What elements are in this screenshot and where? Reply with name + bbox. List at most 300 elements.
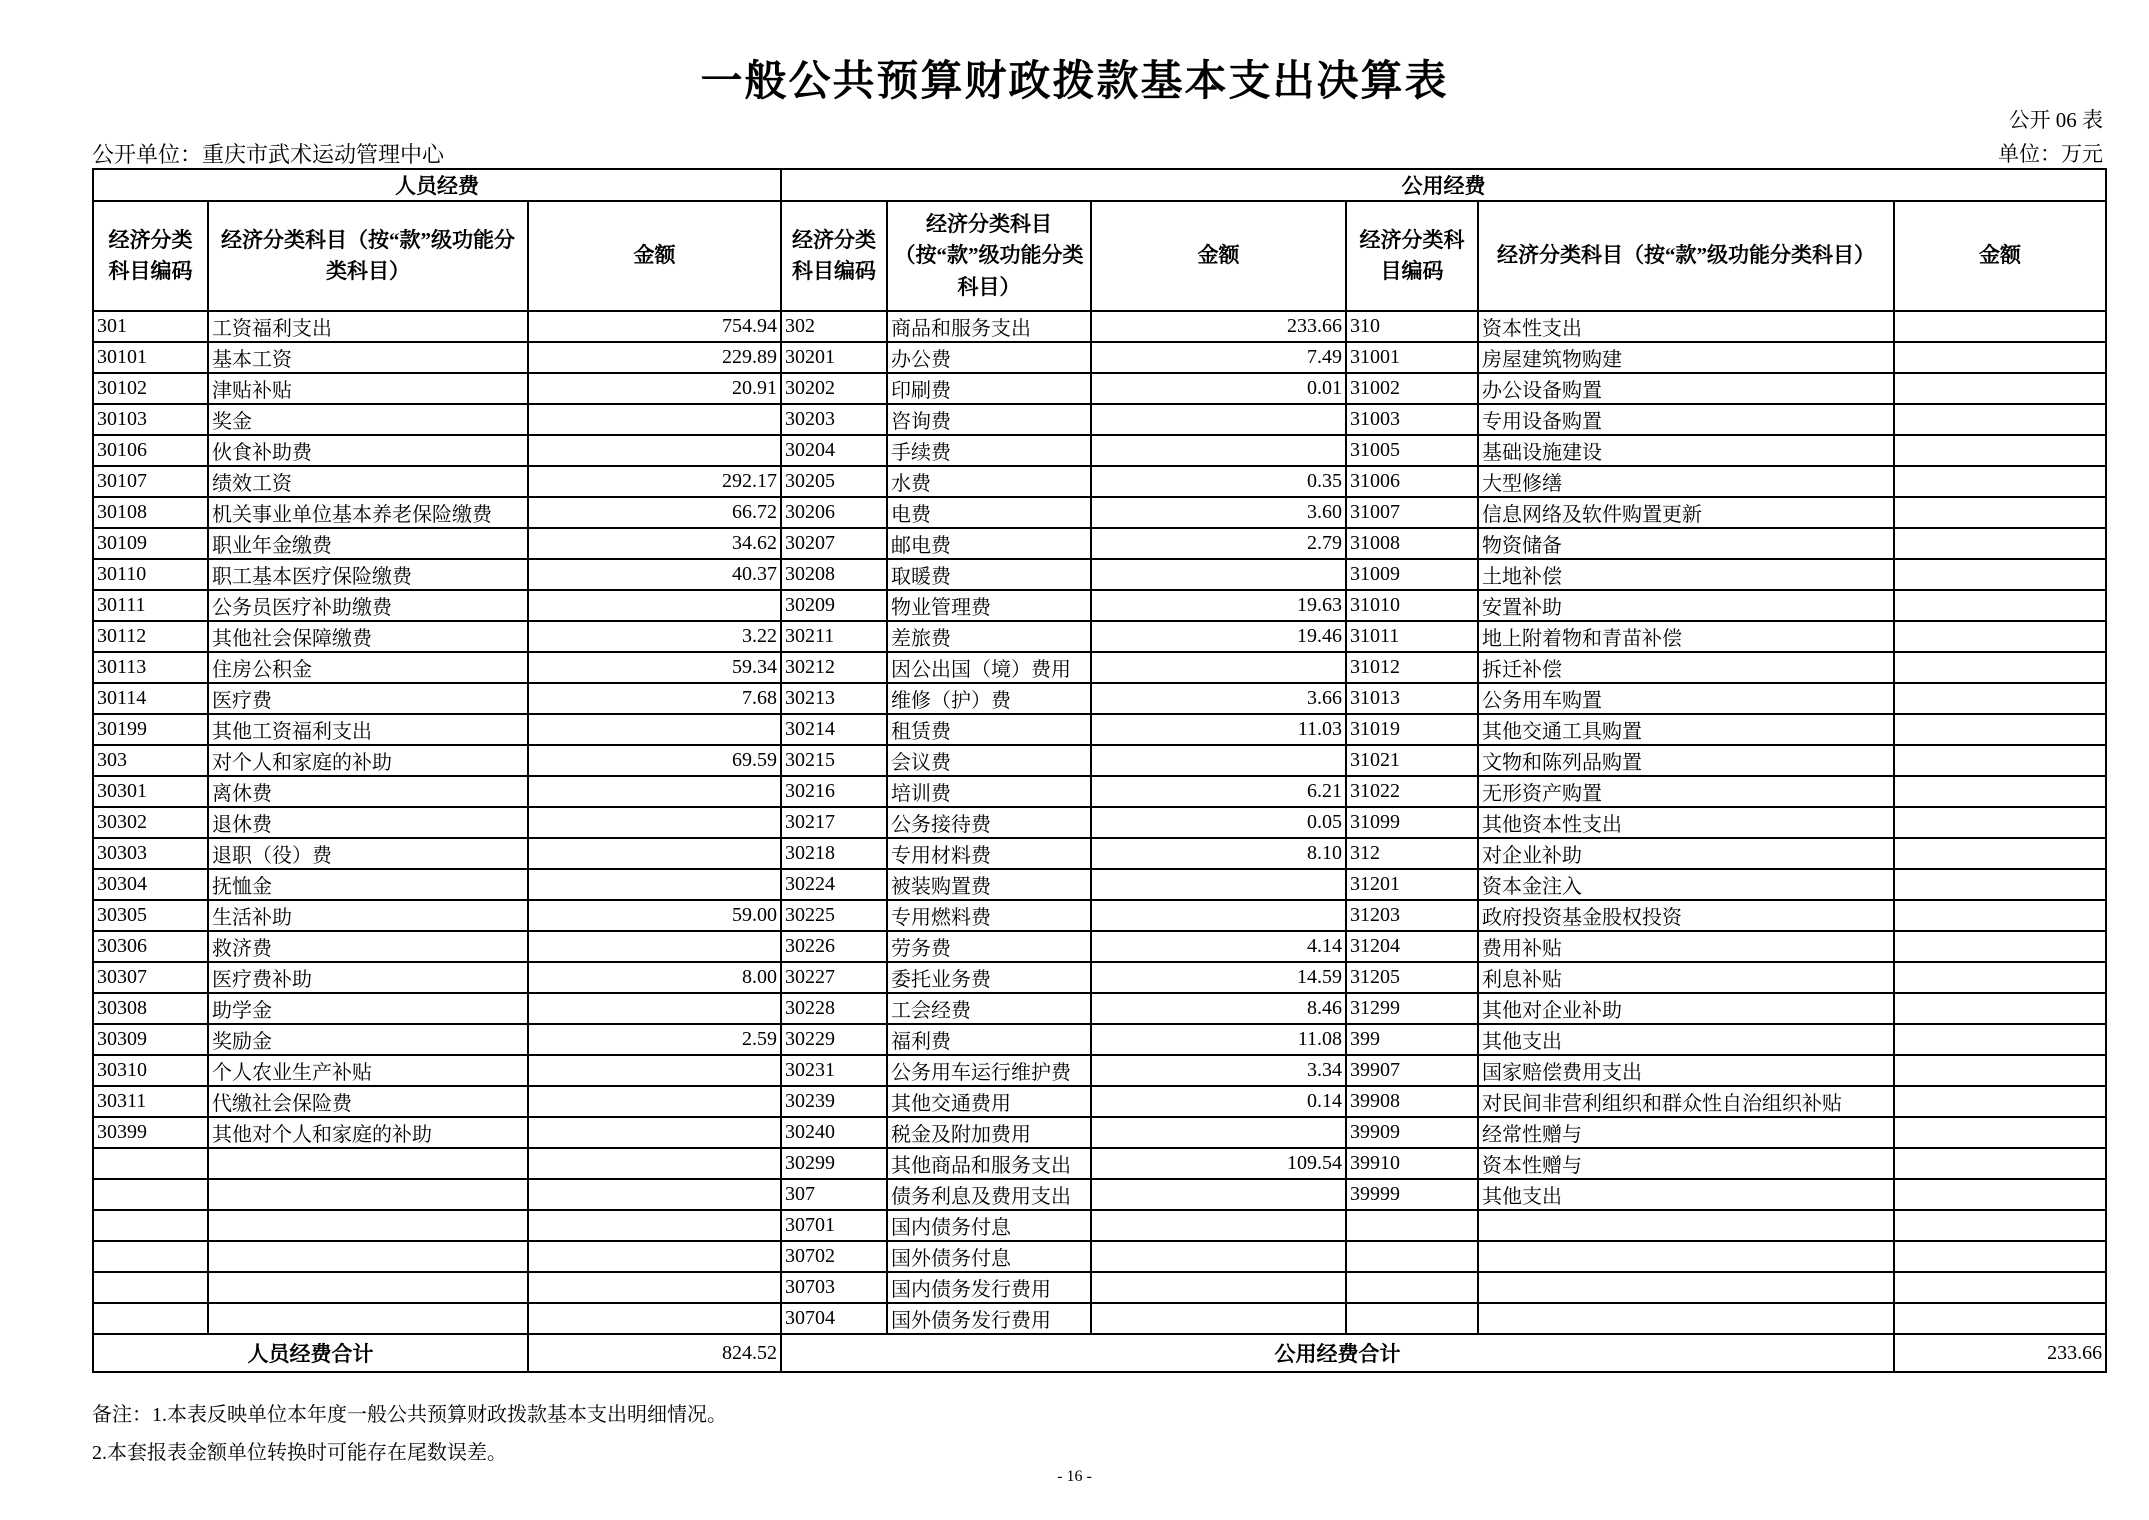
code-cell: 30101 — [93, 342, 208, 373]
amount-cell — [1894, 1272, 2106, 1303]
subject-cell: 利息补贴 — [1478, 962, 1894, 993]
amount-cell: 292.17 — [528, 466, 781, 497]
amount-cell — [1894, 962, 2106, 993]
amount-cell — [1894, 621, 2106, 652]
subject-cell: 差旅费 — [887, 621, 1091, 652]
code-cell: 30310 — [93, 1055, 208, 1086]
subject-cell: 个人农业生产补贴 — [208, 1055, 528, 1086]
table-row — [93, 745, 2106, 776]
table-row — [93, 342, 2106, 373]
amount-cell — [528, 838, 781, 869]
subject-cell: 电费 — [887, 497, 1091, 528]
amount-cell — [528, 869, 781, 900]
code-cell: 30205 — [781, 466, 887, 497]
code-cell: 30207 — [781, 528, 887, 559]
code-cell — [93, 1303, 208, 1334]
subject-cell: 救济费 — [208, 931, 528, 962]
amount-cell: 6.21 — [1091, 776, 1346, 807]
amount-cell: 34.62 — [528, 528, 781, 559]
subject-cell: 医疗费补助 — [208, 962, 528, 993]
table-row — [93, 1117, 2106, 1148]
amount-cell: 66.72 — [528, 497, 781, 528]
code-cell: 30229 — [781, 1024, 887, 1055]
code-cell: 39910 — [1346, 1148, 1478, 1179]
code-cell: 301 — [93, 311, 208, 342]
subject-cell — [208, 1272, 528, 1303]
subject-cell: 其他交通工具购置 — [1478, 714, 1894, 745]
subject-cell: 职工基本医疗保险缴费 — [208, 559, 528, 590]
subject-cell: 信息网络及软件购置更新 — [1478, 497, 1894, 528]
amount-cell: 19.63 — [1091, 590, 1346, 621]
amount-cell — [1894, 900, 2106, 931]
code-cell — [1346, 1241, 1478, 1272]
code-cell: 39907 — [1346, 1055, 1478, 1086]
subject-cell: 咨询费 — [887, 404, 1091, 435]
code-cell: 30231 — [781, 1055, 887, 1086]
subject-cell: 对民间非营利组织和群众性自治组织补贴 — [1478, 1086, 1894, 1117]
code-cell: 30399 — [93, 1117, 208, 1148]
subject-cell: 安置补助 — [1478, 590, 1894, 621]
subject-cell: 公务员医疗补助缴费 — [208, 590, 528, 621]
subject-cell: 被装购置费 — [887, 869, 1091, 900]
code-cell: 30299 — [781, 1148, 887, 1179]
subject-cell: 物资储备 — [1478, 528, 1894, 559]
code-cell: 30209 — [781, 590, 887, 621]
subject-cell: 其他对个人和家庭的补助 — [208, 1117, 528, 1148]
code-cell: 303 — [93, 745, 208, 776]
code-cell: 30239 — [781, 1086, 887, 1117]
code-cell: 30218 — [781, 838, 887, 869]
table-body — [93, 311, 2106, 1334]
code-cell: 30211 — [781, 621, 887, 652]
amount-cell: 3.60 — [1091, 497, 1346, 528]
subject-cell — [208, 1148, 528, 1179]
amount-cell: 11.03 — [1091, 714, 1346, 745]
group-personnel-funds: 人员经费 — [93, 169, 781, 201]
subject-column-header: 经济分类科目（按“款”级功能分类科目） — [887, 201, 1091, 311]
table-row — [93, 714, 2106, 745]
amount-cell — [1894, 342, 2106, 373]
amount-cell — [528, 1241, 781, 1272]
subject-cell: 邮电费 — [887, 528, 1091, 559]
table-row — [93, 683, 2106, 714]
subject-cell — [1478, 1241, 1894, 1272]
subject-cell: 手续费 — [887, 435, 1091, 466]
amount-cell — [1091, 1241, 1346, 1272]
amount-cell: 0.01 — [1091, 373, 1346, 404]
amount-cell: 69.59 — [528, 745, 781, 776]
table-row — [93, 1241, 2106, 1272]
amount-cell — [528, 435, 781, 466]
code-cell: 30102 — [93, 373, 208, 404]
code-column-header: 经济分类科目编码 — [93, 201, 208, 311]
subject-cell: 工会经费 — [887, 993, 1091, 1024]
code-cell: 30204 — [781, 435, 887, 466]
code-cell — [1346, 1272, 1478, 1303]
amount-cell: 2.79 — [1091, 528, 1346, 559]
code-cell: 30215 — [781, 745, 887, 776]
subject-cell — [1478, 1210, 1894, 1241]
code-cell: 31002 — [1346, 373, 1478, 404]
code-cell: 30702 — [781, 1241, 887, 1272]
code-cell: 31007 — [1346, 497, 1478, 528]
subject-column-header: 经济分类科目（按“款”级功能分类科目） — [1478, 201, 1894, 311]
amount-cell — [1894, 1086, 2106, 1117]
subject-cell: 其他支出 — [1478, 1179, 1894, 1210]
amount-cell — [1894, 1055, 2106, 1086]
group-header-row — [93, 169, 2106, 201]
code-cell: 30301 — [93, 776, 208, 807]
subject-cell: 资本性赠与 — [1478, 1148, 1894, 1179]
table-row — [93, 497, 2106, 528]
amount-cell — [1894, 435, 2106, 466]
subject-cell: 租赁费 — [887, 714, 1091, 745]
subject-cell: 办公费 — [887, 342, 1091, 373]
subject-cell: 机关事业单位基本养老保险缴费 — [208, 497, 528, 528]
code-cell: 39908 — [1346, 1086, 1478, 1117]
code-cell: 31006 — [1346, 466, 1478, 497]
subject-cell: 维修（护）费 — [887, 683, 1091, 714]
subject-cell: 印刷费 — [887, 373, 1091, 404]
amount-cell — [528, 1303, 781, 1334]
table-row — [93, 652, 2106, 683]
amount-cell — [1894, 714, 2106, 745]
table-row — [93, 1024, 2106, 1055]
table-row — [93, 838, 2106, 869]
code-cell: 30305 — [93, 900, 208, 931]
subject-cell: 会议费 — [887, 745, 1091, 776]
subject-cell: 无形资产购置 — [1478, 776, 1894, 807]
code-cell: 302 — [781, 311, 887, 342]
code-column-header: 经济分类科目编码 — [1346, 201, 1478, 311]
amount-cell — [1091, 1272, 1346, 1303]
subject-cell: 基本工资 — [208, 342, 528, 373]
code-cell: 31012 — [1346, 652, 1478, 683]
table-row — [93, 1055, 2106, 1086]
subject-cell: 其他支出 — [1478, 1024, 1894, 1055]
table-row — [93, 373, 2106, 404]
code-cell — [93, 1179, 208, 1210]
subject-cell: 地上附着物和青苗补偿 — [1478, 621, 1894, 652]
subject-cell: 资本性支出 — [1478, 311, 1894, 342]
public-total-value: 233.66 — [1894, 1334, 2106, 1372]
amount-cell — [1894, 931, 2106, 962]
subject-cell: 代缴社会保险费 — [208, 1086, 528, 1117]
amount-cell — [1091, 745, 1346, 776]
amount-cell — [1894, 807, 2106, 838]
amount-column-header: 金额 — [1894, 201, 2106, 311]
amount-cell — [528, 590, 781, 621]
subject-cell: 其他工资福利支出 — [208, 714, 528, 745]
subject-cell: 取暖费 — [887, 559, 1091, 590]
code-cell: 31010 — [1346, 590, 1478, 621]
amount-cell — [1894, 1210, 2106, 1241]
code-cell: 39999 — [1346, 1179, 1478, 1210]
code-cell: 31011 — [1346, 621, 1478, 652]
column-header-row — [93, 201, 2106, 311]
subject-cell: 住房公积金 — [208, 652, 528, 683]
code-cell: 30202 — [781, 373, 887, 404]
code-cell: 30213 — [781, 683, 887, 714]
amount-cell — [528, 1179, 781, 1210]
amount-cell: 3.34 — [1091, 1055, 1346, 1086]
subject-cell: 国家赔偿费用支出 — [1478, 1055, 1894, 1086]
subject-cell: 其他交通费用 — [887, 1086, 1091, 1117]
code-cell — [1346, 1303, 1478, 1334]
subject-cell: 文物和陈列品购置 — [1478, 745, 1894, 776]
code-cell: 30103 — [93, 404, 208, 435]
amount-cell: 754.94 — [528, 311, 781, 342]
code-cell: 30240 — [781, 1117, 887, 1148]
amount-cell — [528, 931, 781, 962]
personnel-total-label: 人员经费合计 — [93, 1334, 528, 1372]
amount-cell — [1894, 373, 2106, 404]
amount-cell — [1894, 404, 2106, 435]
code-cell: 310 — [1346, 311, 1478, 342]
subject-cell: 其他资本性支出 — [1478, 807, 1894, 838]
code-cell: 30309 — [93, 1024, 208, 1055]
subject-cell: 劳务费 — [887, 931, 1091, 962]
code-cell — [93, 1148, 208, 1179]
amount-cell: 0.05 — [1091, 807, 1346, 838]
table-row — [93, 900, 2106, 931]
amount-cell — [1894, 528, 2106, 559]
subject-cell: 退职（役）费 — [208, 838, 528, 869]
code-cell: 30225 — [781, 900, 887, 931]
amount-cell — [1091, 1210, 1346, 1241]
amount-cell: 7.49 — [1091, 342, 1346, 373]
subject-cell: 国外债务付息 — [887, 1241, 1091, 1272]
code-cell: 30217 — [781, 807, 887, 838]
amount-cell — [1091, 1179, 1346, 1210]
amount-cell — [1894, 466, 2106, 497]
subject-cell: 公务接待费 — [887, 807, 1091, 838]
table-row — [93, 311, 2106, 342]
amount-cell: 0.14 — [1091, 1086, 1346, 1117]
table-row — [93, 993, 2106, 1024]
group-public-funds: 公用经费 — [781, 169, 2106, 201]
subject-cell: 专用设备购置 — [1478, 404, 1894, 435]
amount-cell — [528, 714, 781, 745]
amount-cell: 14.59 — [1091, 962, 1346, 993]
subject-cell — [1478, 1272, 1894, 1303]
amount-cell: 4.14 — [1091, 931, 1346, 962]
table-row — [93, 1210, 2106, 1241]
code-cell: 30208 — [781, 559, 887, 590]
amount-cell: 19.46 — [1091, 621, 1346, 652]
subject-cell: 奖励金 — [208, 1024, 528, 1055]
code-cell: 31205 — [1346, 962, 1478, 993]
amount-cell — [1091, 1303, 1346, 1334]
public-total-label: 公用经费合计 — [781, 1334, 1894, 1372]
subject-cell: 工资福利支出 — [208, 311, 528, 342]
code-cell — [93, 1210, 208, 1241]
code-cell: 30704 — [781, 1303, 887, 1334]
amount-cell: 40.37 — [528, 559, 781, 590]
amount-cell — [1091, 869, 1346, 900]
subject-cell: 其他对企业补助 — [1478, 993, 1894, 1024]
code-cell: 31003 — [1346, 404, 1478, 435]
subject-cell: 离休费 — [208, 776, 528, 807]
code-cell: 30228 — [781, 993, 887, 1024]
code-cell: 30226 — [781, 931, 887, 962]
table-code-label: 公开 06 表 — [2008, 108, 2103, 132]
amount-cell: 233.66 — [1091, 311, 1346, 342]
subject-cell: 职业年金缴费 — [208, 528, 528, 559]
subject-cell: 因公出国（境）费用 — [887, 652, 1091, 683]
amount-cell: 20.91 — [528, 373, 781, 404]
subject-cell: 办公设备购置 — [1478, 373, 1894, 404]
table-row — [93, 962, 2106, 993]
subject-cell: 奖金 — [208, 404, 528, 435]
table-row — [93, 931, 2106, 962]
amount-cell: 59.34 — [528, 652, 781, 683]
code-cell: 31019 — [1346, 714, 1478, 745]
subject-cell: 绩效工资 — [208, 466, 528, 497]
table-row — [93, 1086, 2106, 1117]
amount-cell — [1894, 776, 2106, 807]
amount-cell — [1091, 652, 1346, 683]
code-cell: 31005 — [1346, 435, 1478, 466]
subject-cell: 费用补贴 — [1478, 931, 1894, 962]
amount-cell — [1894, 869, 2106, 900]
amount-cell: 8.46 — [1091, 993, 1346, 1024]
amount-cell — [1894, 1303, 2106, 1334]
personnel-total-value: 824.52 — [528, 1334, 781, 1372]
code-cell: 30307 — [93, 962, 208, 993]
subject-cell: 伙食补助费 — [208, 435, 528, 466]
subject-cell: 房屋建筑物购建 — [1478, 342, 1894, 373]
subject-cell — [208, 1179, 528, 1210]
notes-block — [92, 1396, 727, 1472]
code-cell: 31299 — [1346, 993, 1478, 1024]
code-cell: 31099 — [1346, 807, 1478, 838]
subject-cell: 大型修缮 — [1478, 466, 1894, 497]
code-cell: 39909 — [1346, 1117, 1478, 1148]
amount-column-header: 金额 — [528, 201, 781, 311]
subject-cell: 基础设施建设 — [1478, 435, 1894, 466]
unit-label: 单位：万元 — [1998, 142, 2103, 166]
amount-cell: 3.66 — [1091, 683, 1346, 714]
budget-table — [92, 168, 2107, 1373]
code-cell — [93, 1241, 208, 1272]
code-cell: 30304 — [93, 869, 208, 900]
amount-cell — [1894, 1024, 2106, 1055]
subject-cell: 退休费 — [208, 807, 528, 838]
code-cell: 307 — [781, 1179, 887, 1210]
subject-cell: 专用燃料费 — [887, 900, 1091, 931]
subject-cell: 其他社会保障缴费 — [208, 621, 528, 652]
amount-cell — [1894, 1179, 2106, 1210]
code-cell: 30109 — [93, 528, 208, 559]
subject-cell: 公务用车购置 — [1478, 683, 1894, 714]
amount-cell — [528, 776, 781, 807]
code-cell — [1346, 1210, 1478, 1241]
amount-cell — [1894, 1117, 2106, 1148]
subject-cell: 生活补助 — [208, 900, 528, 931]
amount-cell — [528, 1272, 781, 1303]
subject-cell: 专用材料费 — [887, 838, 1091, 869]
subject-cell: 抚恤金 — [208, 869, 528, 900]
amount-cell: 229.89 — [528, 342, 781, 373]
subject-cell: 国外债务发行费用 — [887, 1303, 1091, 1334]
code-cell: 31009 — [1346, 559, 1478, 590]
subject-cell: 福利费 — [887, 1024, 1091, 1055]
amount-cell — [528, 1086, 781, 1117]
table-row — [93, 435, 2106, 466]
subject-cell: 助学金 — [208, 993, 528, 1024]
subject-cell — [208, 1210, 528, 1241]
table-row — [93, 807, 2106, 838]
amount-cell: 8.00 — [528, 962, 781, 993]
table-row — [93, 1148, 2106, 1179]
amount-cell — [1091, 900, 1346, 931]
amount-cell — [1894, 497, 2106, 528]
code-cell: 30308 — [93, 993, 208, 1024]
code-cell: 30203 — [781, 404, 887, 435]
table-row — [93, 776, 2106, 807]
code-cell: 30114 — [93, 683, 208, 714]
subject-cell — [1478, 1303, 1894, 1334]
code-cell: 30206 — [781, 497, 887, 528]
subject-cell: 对企业补助 — [1478, 838, 1894, 869]
amount-cell — [528, 1210, 781, 1241]
amount-cell — [1894, 1241, 2106, 1272]
code-cell: 31204 — [1346, 931, 1478, 962]
code-cell: 30113 — [93, 652, 208, 683]
note-line: 2.本套报表金额单位转换时可能存在尾数误差。 — [92, 1442, 507, 1464]
code-cell: 312 — [1346, 838, 1478, 869]
code-cell: 30111 — [93, 590, 208, 621]
subject-cell: 对个人和家庭的补助 — [208, 745, 528, 776]
subject-cell: 政府投资基金股权投资 — [1478, 900, 1894, 931]
amount-cell: 2.59 — [528, 1024, 781, 1055]
table-row — [93, 1272, 2106, 1303]
code-cell: 30110 — [93, 559, 208, 590]
table-row — [93, 404, 2106, 435]
amount-cell: 59.00 — [528, 900, 781, 931]
subject-cell: 医疗费 — [208, 683, 528, 714]
code-cell: 30112 — [93, 621, 208, 652]
amount-cell — [1091, 1117, 1346, 1148]
code-cell: 30107 — [93, 466, 208, 497]
code-cell: 30201 — [781, 342, 887, 373]
subject-cell: 债务利息及费用支出 — [887, 1179, 1091, 1210]
subject-cell: 津贴补贴 — [208, 373, 528, 404]
subject-cell: 其他商品和服务支出 — [887, 1148, 1091, 1179]
code-cell: 31013 — [1346, 683, 1478, 714]
amount-cell — [1894, 745, 2106, 776]
code-cell: 30311 — [93, 1086, 208, 1117]
table-row — [93, 1179, 2106, 1210]
amount-cell — [528, 807, 781, 838]
amount-cell — [1894, 838, 2106, 869]
code-cell: 30303 — [93, 838, 208, 869]
table-row — [93, 1303, 2106, 1334]
subject-cell — [208, 1303, 528, 1334]
code-cell: 30703 — [781, 1272, 887, 1303]
totals-row — [93, 1334, 2106, 1372]
code-cell: 399 — [1346, 1024, 1478, 1055]
subject-cell: 物业管理费 — [887, 590, 1091, 621]
table-row — [93, 466, 2106, 497]
amount-cell: 11.08 — [1091, 1024, 1346, 1055]
amount-cell — [1894, 311, 2106, 342]
table-row — [93, 559, 2106, 590]
code-cell: 31008 — [1346, 528, 1478, 559]
table-row — [93, 869, 2106, 900]
code-cell: 31021 — [1346, 745, 1478, 776]
